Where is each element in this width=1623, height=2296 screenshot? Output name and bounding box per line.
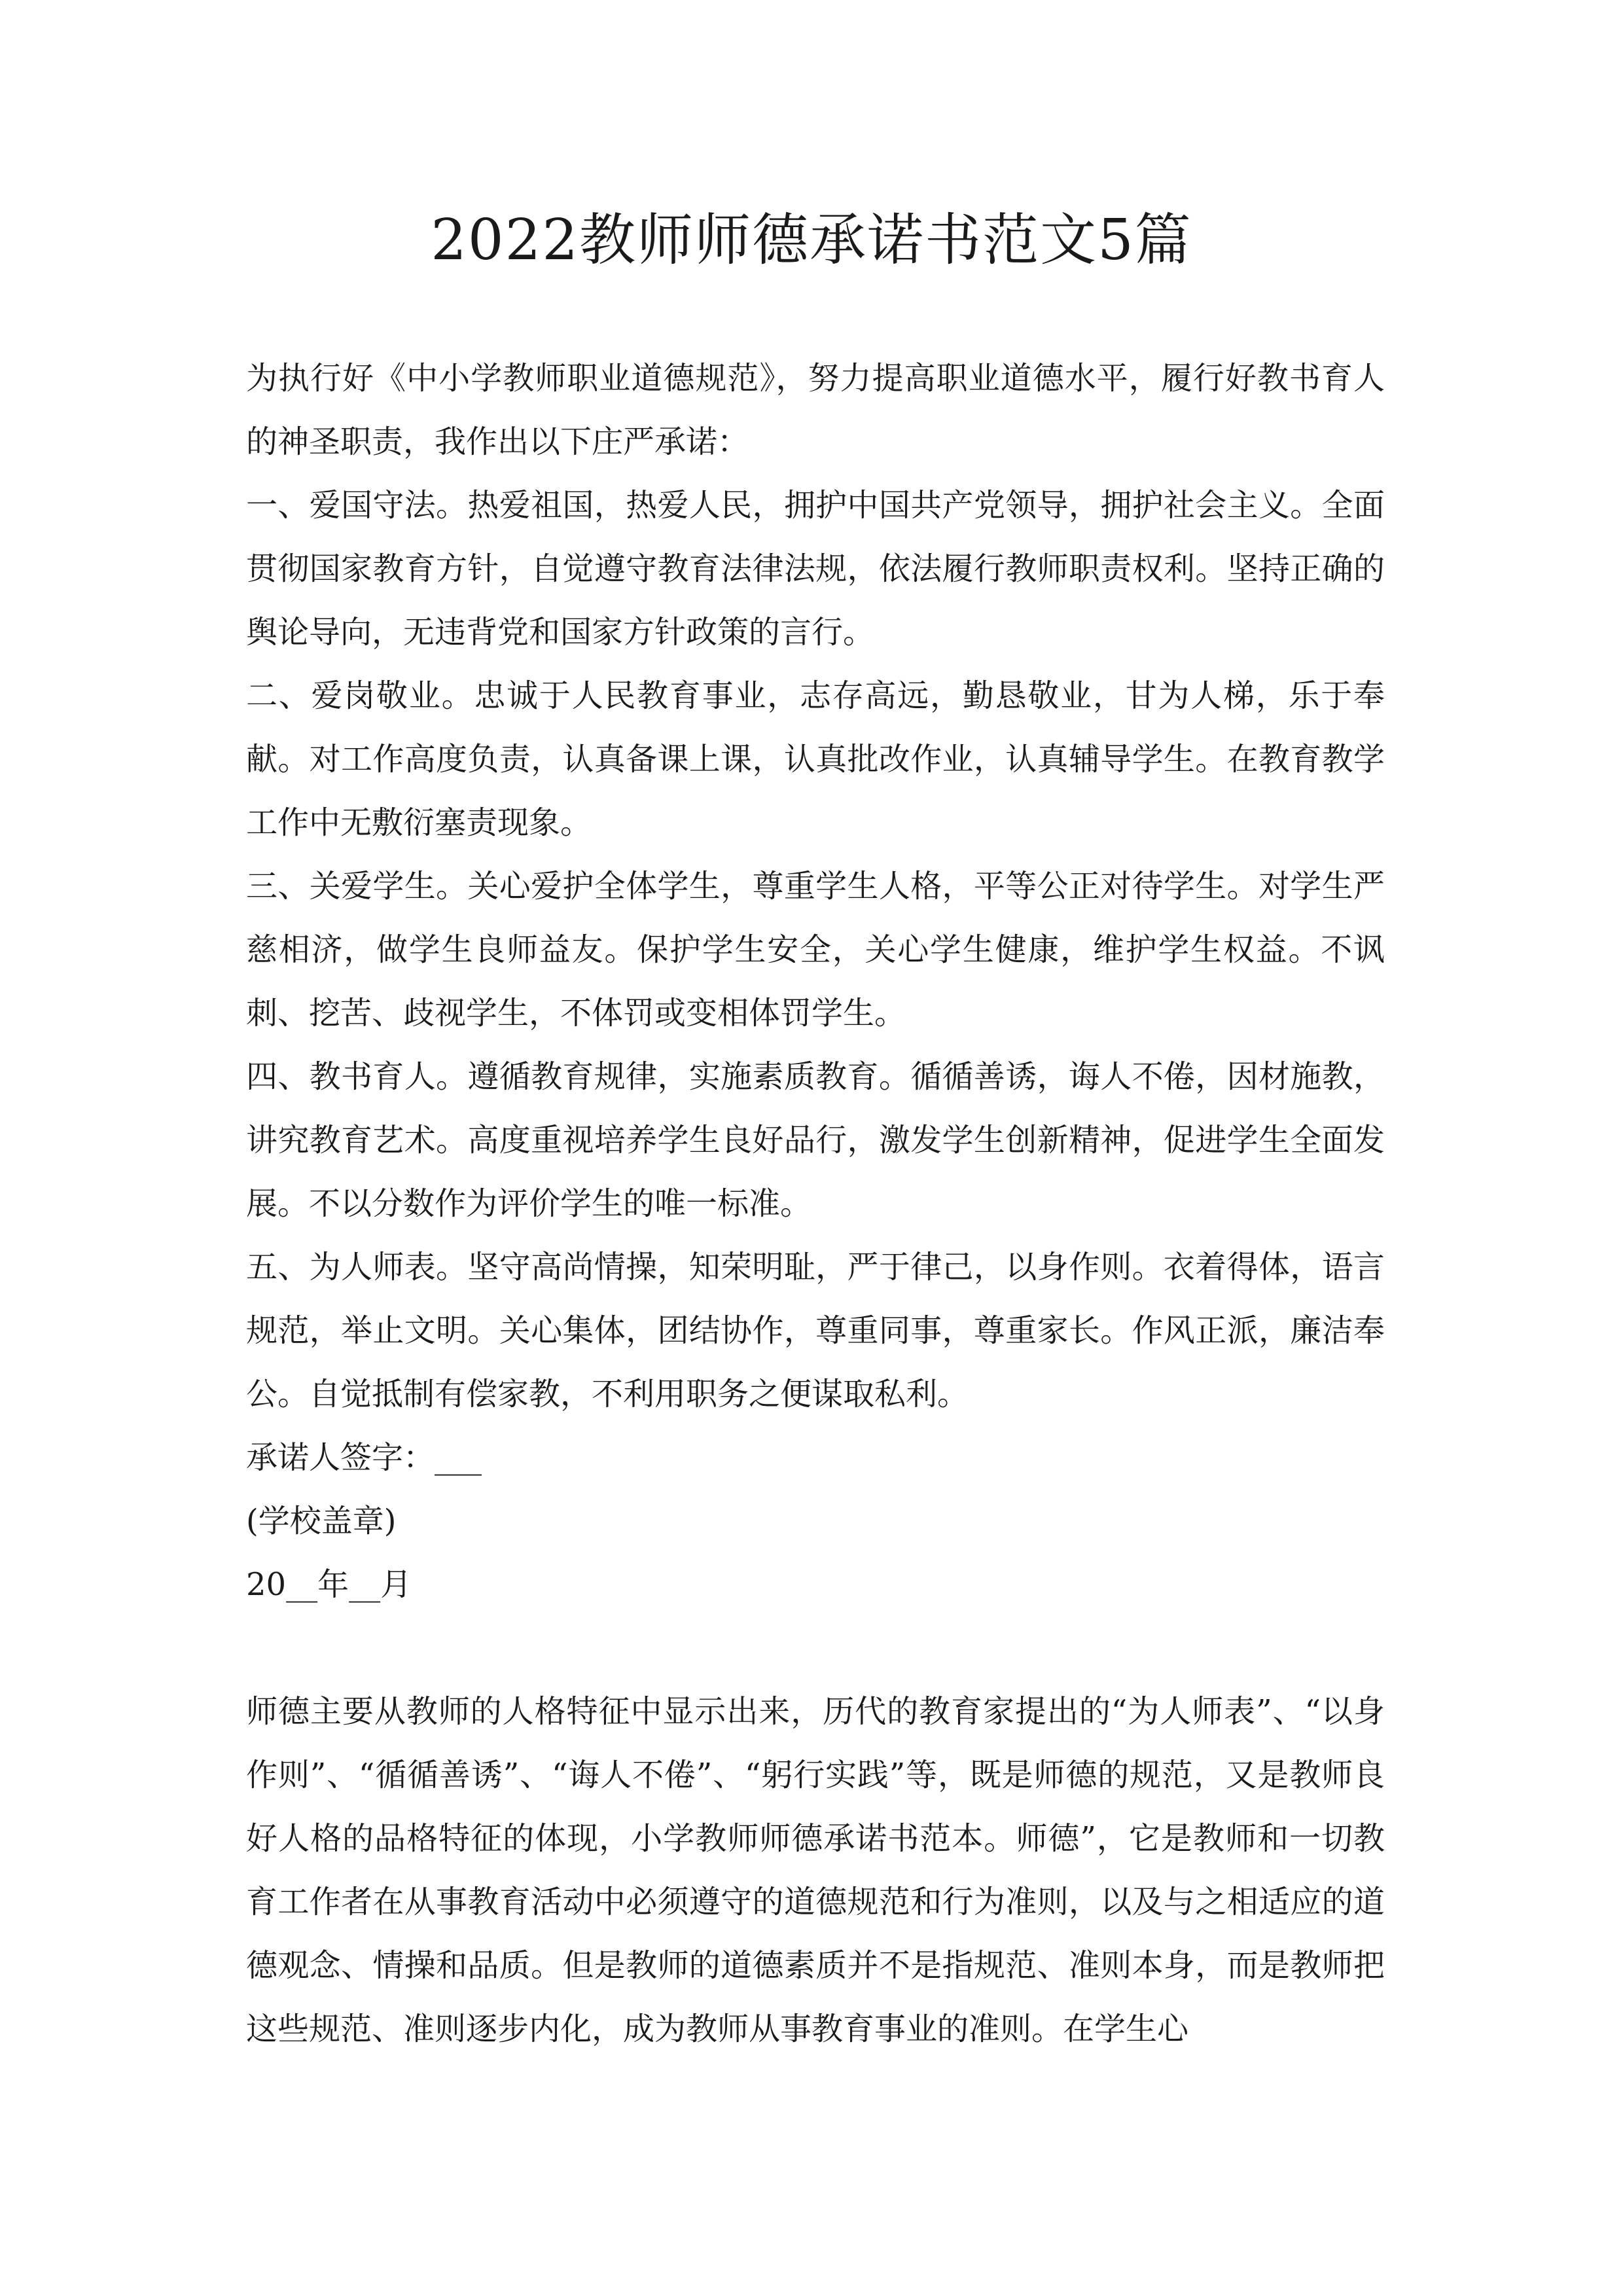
pledge-item-4: 四、教书育人。遵循教育规律，实施素质教育。循循善诱，诲人不倦，因材施教，讲究教育艺术。高度重视培养学生良好品行，激发学生创新精神，促进学生全面发展。不以分数作为评价学生的唯一标准。 — [246, 1058, 1385, 1222]
pledge-item-2: 二、爱岗敬业。忠诚于人民教育事业，志存高远，勤恳敬业，甘为人梯，乐于奉献。对工作高度负责，认真备课上课，认真批改作业，认真辅导学生。在教育教学工作中无敷衍塞责现象。 — [246, 677, 1385, 841]
document-body — [246, 347, 1385, 2061]
signature-line: 承诺人签字：___ — [246, 1439, 482, 1476]
document-title: 2022教师师德承诺书范文5篇 — [431, 207, 1192, 273]
pledge-item-3: 三、关爱学生。关心爱护全体学生，尊重学生人格，平等公正对待学生。对学生严慈相济，做学生良师益友。保护学生安全，关心学生健康，维护学生权益。不讽刺、挖苦、歧视学生，不体罚或变相体罚学生。 — [246, 868, 1385, 1031]
pledge-item-1: 一、爱国守法。热爱祖国，热爱人民，拥护中国共产党领导，拥护社会主义。全面贯彻国家教育方针，自觉遵守教育法律法规，依法履行教师职责权利。坚持正确的舆论导向，无违背党和国家方针政策的言行。 — [246, 487, 1385, 651]
school-seal-line: (学校盖章) — [246, 1503, 397, 1539]
pledge-item-5: 五、为人师表。坚守高尚情操，知荣明耻，严于律己，以身作则。衣着得体，语言规范，举止文明。关心集体，团结协作，尊重同事，尊重家长。作风正派，廉洁奉公。自觉抵制有偿家教，不利用职务之便谋取私利。 — [246, 1249, 1385, 1412]
section-gap — [246, 1617, 1385, 1680]
essay-paragraph: 师德主要从教师的人格特征中显示出来，历代的教育家提出的“为人师表”、“以身作则”、“循循善诱”、“诲人不倦”、“躬行实践”等，既是师德的规范，又是教师良好人格的品格特征的体现，小学教师师德承诺书范本。师德”，它是教师和一切教育工作者在从事教育活动中必须遵守的道德规范和行为准则，以及与之相适应的道德观念、情操和品质。但是教师的道德素质并不是指规范、准则本身，而是教师把这些规范、准则逐步内化，成为教师从事教育事业的准则。在学生心 — [246, 1693, 1385, 2047]
date-line: 20__年__月 — [246, 1566, 412, 1603]
intro-paragraph: 为执行好《中小学教师职业道德规范》，努力提高职业道德水平，履行好教书育人的神圣职责，我作出以下庄严承诺： — [246, 360, 1385, 460]
